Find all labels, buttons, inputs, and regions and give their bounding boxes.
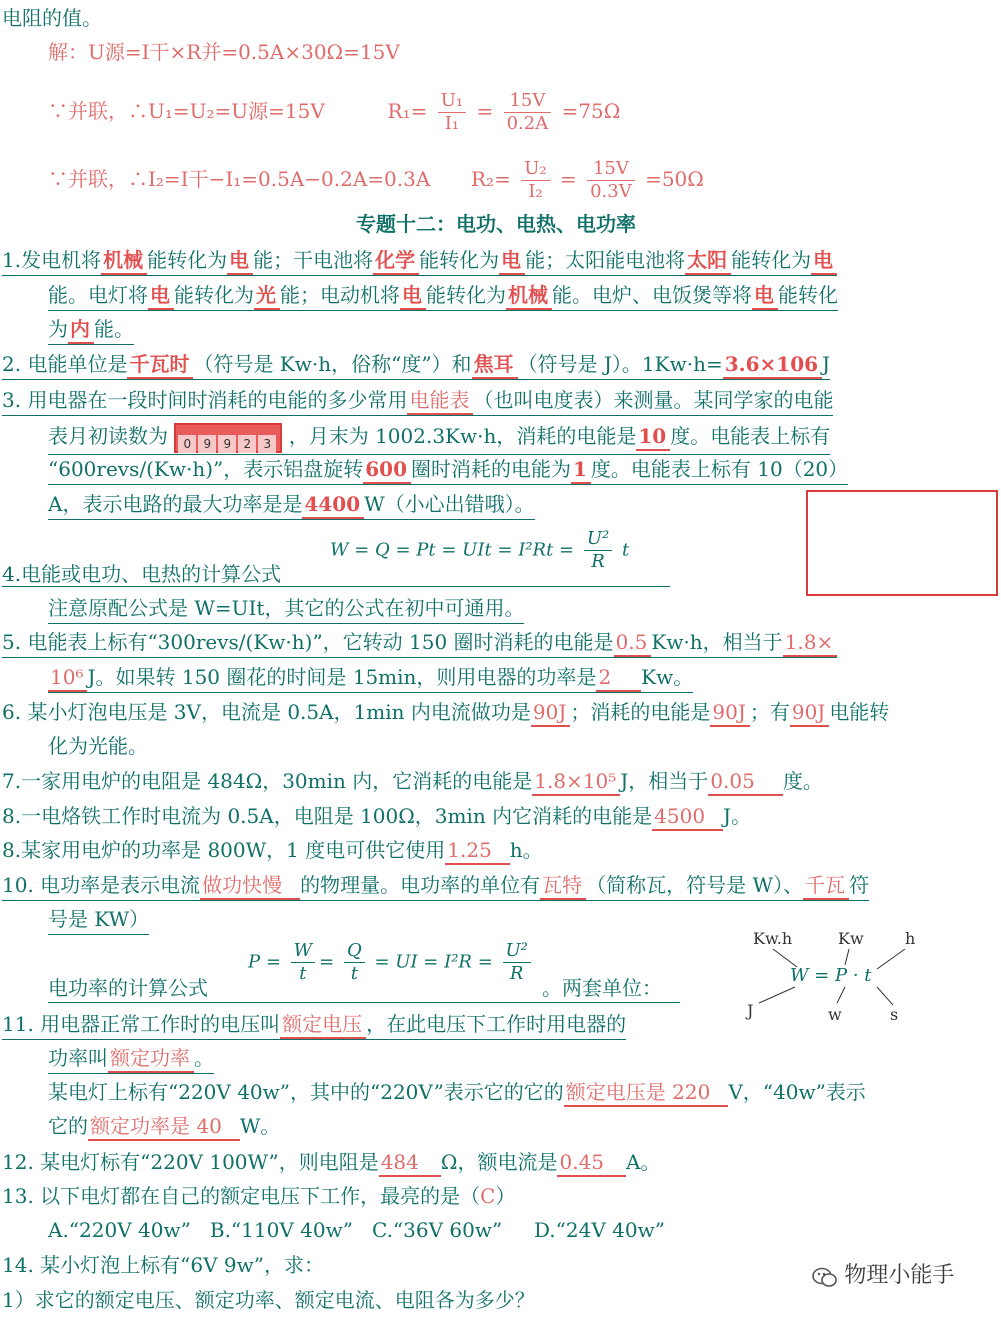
question-8a: 8.一电烙铁工作时电流为 0.5A，电阻是 100Ω，3min 内它消耗的电能是 4500 J。 bbox=[2, 802, 751, 830]
question-3-line-4: A，表示电路的最大功率是是 4400 W（小心出错哦）。 bbox=[48, 490, 535, 520]
question-11-line-3: 某电灯上标有“220V 40w”，其中的“220V”表示它的它的 额定电压是 220 V，“40w”表示 bbox=[48, 1078, 866, 1106]
meter-reading-display: 0 9 9 2 3 bbox=[174, 423, 282, 453]
question-1-line-3: 为 内 能。 bbox=[48, 315, 134, 345]
solution-line-1: 解：U源=I干×R并=0.5A×30Ω=15V bbox=[48, 40, 400, 64]
energy-formula: W = Q = Pt = UIt = I²Rt = $\frac{\text{U²}}{R}$ t bbox=[330, 528, 630, 572]
question-2: 2. 电能单位是 千瓦时 （符号是 Kw·h，俗称“度”）和 焦耳 （符号是 J）。1Kw·h= 3.6×106 J bbox=[2, 350, 830, 380]
question-3-line-1: 3. 用电器在一段时间时消耗的电能的多少常用 电能表 （也叫电度表）来测量。某同学家的电能 bbox=[2, 386, 833, 416]
question-4-line: 4.电能或电功、电热的计算公式 bbox=[2, 560, 670, 587]
question-14: 14. 某小灯泡上标有“6V 9w”，求： bbox=[2, 1253, 324, 1277]
question-7: 7.一家用电炉的电阻是 484Ω，30min 内，它消耗的电能是 1.8×10⁵ J，相当于 0.05 度。 bbox=[2, 767, 823, 795]
fraction-15v-03v: $\frac{15V}{0.3V}$ bbox=[587, 158, 635, 203]
question-12: 12. 某电灯标有“220V 100W”，则电阻是 484 Ω，额电流是 0.45 A。 bbox=[2, 1148, 660, 1176]
two-units-label: 。两套单位： bbox=[542, 976, 662, 1000]
unit-diagram-lines bbox=[745, 925, 935, 1025]
question-14-part-1: 1）求它的额定电压、额定功率、额定电流、电阻各为多少？ bbox=[2, 1288, 535, 1312]
question-5-line-2: 10⁶ J。如果转 150 圈花的时间是 15min，则用电器的功率是 2 Kw。 bbox=[48, 663, 693, 693]
fraction-u2-i2: $\frac{\text{U₂}}{\text{I₂}}$ bbox=[521, 158, 549, 203]
question-8b: 8.某家用电炉的功率是 800W，1 度电可供它使用 1.25 h。 bbox=[2, 836, 543, 864]
question-3-line-3: “600revs/(Kw·h)”，表示铝盘旋转 600 圈时消耗的电能为 1 度。电能表上标有 10（20） bbox=[48, 455, 848, 485]
question-13-options: A.“220V 40w” B.“110V 40w” C.“36V 60w” D.“24V 40w” bbox=[48, 1218, 665, 1242]
question-11-line-2: 功率叫 额定功率 。 bbox=[48, 1044, 214, 1074]
question-10-line-2: 号是 KW） bbox=[48, 905, 149, 935]
fraction-u1-i1: $\frac{\text{U₁}}{\text{I₁}}$ bbox=[438, 90, 466, 135]
question-11-line-1: 11. 用电器正常工作时的电压叫 额定电压 ，在此电压下工作时用电器的 bbox=[2, 1010, 626, 1040]
watermark-text: 物理小能手 bbox=[844, 1263, 955, 1288]
power-formula-line: 电功率的计算公式 bbox=[48, 974, 680, 1003]
question-1-line-1: 1.发电机将 机械 能转化为 电 能；干电池将 化学 能转化为 电 能；太阳能电池将 太阳 能转化为 电 bbox=[2, 246, 837, 276]
unit-diagram: Kw.h Kw h W = P · t J w s bbox=[745, 925, 935, 1025]
watermark bbox=[812, 1258, 954, 1289]
intro-text: 电阻的值。 bbox=[2, 6, 102, 30]
question-3-line-2: 表月初读数为 0 9 9 2 3 ，月末为 1002.3Kw·h，消耗的电能是 10 度。电能表上标有 bbox=[48, 422, 830, 455]
solution-line-3: ∵并联，∴I₂=I干−I₁=0.5A−0.2A=0.3A R₂= $\frac{\text{U₂}}{\text{I₂}}$ = $\frac{15V}{0.3V}$ =50Ω bbox=[48, 158, 704, 202]
fraction-15v-02a: $\frac{15V}{0.2A}$ bbox=[504, 90, 552, 135]
power-formula: P = $\frac{W}{t}$ = $\frac{Q}{t}$ = UI = I²R = $\frac{\text{U²}}{R}$ bbox=[248, 940, 535, 985]
empty-answer-box bbox=[806, 490, 998, 596]
question-5-line-1: 5. 电能表上标有“300revs/(Kw·h)”，它转动 150 圈时消耗的电能是 0.5 Kw·h，相当于 1.8× bbox=[2, 628, 837, 658]
question-1-line-2: 能。电灯将 电 能转化为 光 能；电动机将 电 能转化为 机械 能。电炉、电饭煲等将 电 能转化 bbox=[48, 281, 838, 311]
solution-line-2: ∵并联，∴U₁=U₂=U源=15V R₁= $\frac{\text{U₁}}{\text{I₁}}$ = $\frac{15V}{0.2A}$ =75Ω bbox=[48, 90, 621, 134]
question-10-line-1: 10. 电功率是表示电流 做功快慢 的物理量。电功率的单位有 瓦特 （简称瓦，符号是 W）、 千瓦 符 bbox=[2, 871, 869, 901]
question-11-line-4: 它的 额定功率是 40 W。 bbox=[48, 1112, 280, 1140]
question-13: 13. 以下电灯都在自己的额定电压下工作，最亮的是（C） bbox=[2, 1184, 516, 1208]
wechat-icon bbox=[812, 1266, 838, 1288]
question-6-line-1: 6. 某小灯泡电压是 3V，电流是 0.5A，1min 内电流做功是 90J ；消耗的电能是 90J ；有 90J 电能转 bbox=[2, 698, 889, 726]
section-title: 专题十二：电功、电热、电功率 bbox=[356, 212, 636, 236]
question-4-note: 注意原配公式是 W=UIt，其它的公式在初中可通用。 bbox=[48, 594, 524, 624]
question-6-line-2: 化为光能。 bbox=[48, 734, 148, 758]
